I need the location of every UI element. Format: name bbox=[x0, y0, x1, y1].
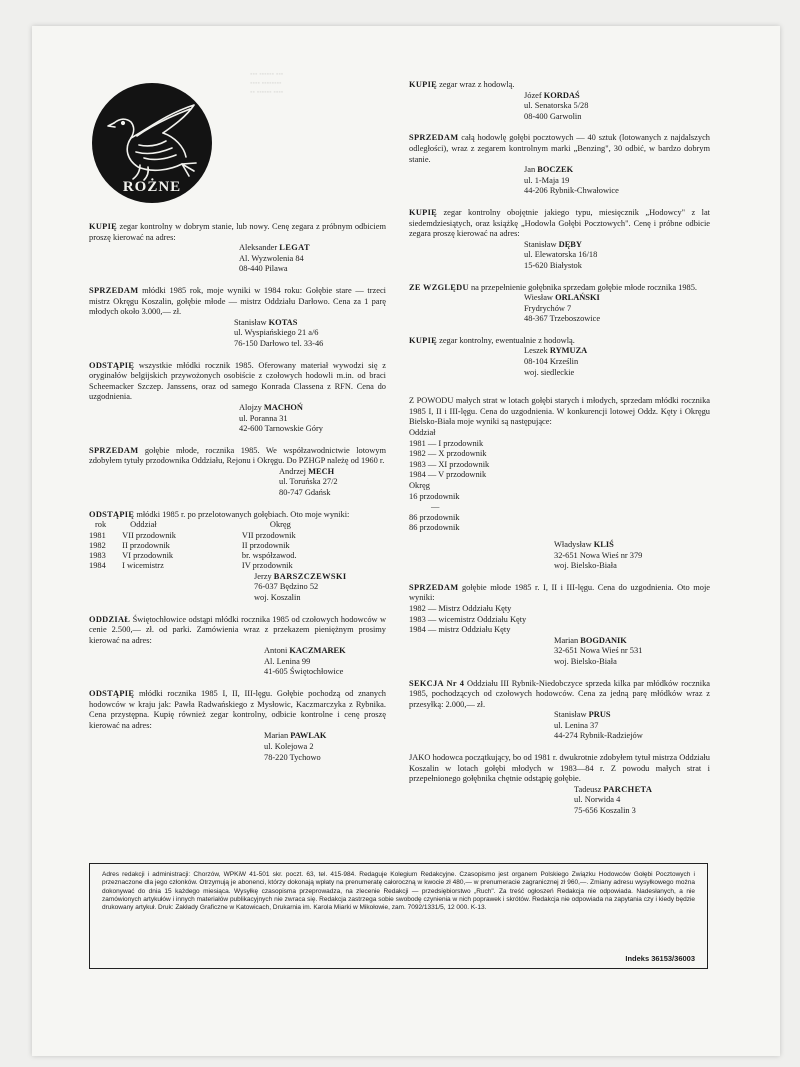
right-column bbox=[409, 80, 710, 828]
table-row: 1983 VI przodownik br. współzawod. bbox=[89, 551, 297, 561]
list-item: 1982 — Mistrz Oddziału Kęty bbox=[409, 603, 512, 613]
classified-ad bbox=[89, 286, 386, 350]
ad-name: Aleksander LEGAT bbox=[239, 243, 310, 253]
ad-city: 15-620 Białystok bbox=[524, 260, 582, 270]
ad-signature bbox=[554, 636, 710, 668]
ad-keyword: ODSTĄPIĘ bbox=[89, 689, 135, 699]
ad-keyword: KUPIĘ bbox=[409, 80, 438, 89]
ad-address: 32-651 Nowa Wieś nr 531 bbox=[554, 646, 643, 656]
ad-text: wszystkie młódki rocznik 1985. Oferowany materiał wywodzi się z oryginałów belgijskich przywożonych osobiście z czołowych hodowli m.in. od braci Scheemacker Szczep. Janssens, oraz od samego Konrada Classena z RFN. Cena do uzgodnienia. bbox=[89, 360, 386, 402]
header-okreg: Okręg bbox=[269, 520, 291, 530]
ad-city: 08-440 Pilawa bbox=[239, 264, 288, 274]
results-list bbox=[409, 604, 710, 636]
ad-keyword: KUPIĘ bbox=[89, 222, 118, 231]
ad-city: 44-206 Rybnik-Chwałowice bbox=[524, 186, 619, 196]
ad-name: Jan BOCZEK bbox=[524, 165, 574, 175]
ad-text: na przepełnienie gołębnika sprzedam gołębie młode rocznika 1985. bbox=[468, 282, 697, 292]
imprint-box bbox=[89, 863, 708, 969]
ad-city: 08-400 Garwolin bbox=[524, 111, 582, 121]
classified-ad bbox=[89, 361, 386, 435]
ad-text: gołębie młode, rocznika 1985. We współzawodnictwie lotowym zdobyłem tytuły przodownika Oddziału, Rejonu i Okręgu. Do PZHGP należę od 1960 r. bbox=[89, 445, 386, 466]
ad-name: Leszek RYMUZA bbox=[524, 346, 588, 356]
ad-name: Alojzy MACHOŃ bbox=[239, 402, 303, 412]
list-item: — bbox=[431, 502, 440, 512]
ad-text: całą hodowlę gołębi pocztowych — 40 sztuk (lotowanych z najdalszych odległości), wraz z zegarem kontrolnym marki „Benzing", 30 odbić, w bardzo dobrym stanie. bbox=[409, 133, 710, 164]
ad-address: 32-651 Nowa Wieś nr 379 bbox=[554, 550, 643, 560]
ad-city: woj. Bielsko-Biała bbox=[554, 561, 617, 571]
list-item: 1983 — XI przodownik bbox=[409, 459, 490, 469]
ad-city: 78-220 Tychowo bbox=[264, 752, 321, 762]
ad-address: ul. 1-Maja 19 bbox=[524, 175, 570, 185]
ad-city: woj. Koszalin bbox=[254, 592, 301, 602]
ad-text: zegar kontrolny, ewentualnie z hodowlą. bbox=[437, 335, 575, 345]
results-table bbox=[89, 520, 301, 571]
ad-city: 75-656 Koszalin 3 bbox=[574, 806, 636, 816]
ad-text: młódki rocznika 1985 I, II, III-lęgu. Gołębie pochodzą od znanych hodowców w kraju jak: Pawła Radwańskiego z Mysłowic, Kaczmarczyka z Rybnika. Cena przystępna. Kupię również zegar kontrolny, odbicie kontrolne i cenę proszę kierować na adres: bbox=[89, 689, 386, 730]
classified-ad bbox=[409, 283, 710, 325]
ad-signature bbox=[524, 346, 710, 378]
classified-ad bbox=[409, 133, 710, 197]
ad-keyword: SPRZEDAM bbox=[89, 285, 139, 295]
ad-text: zegar wraz z hodowlą. bbox=[437, 80, 515, 89]
ad-signature bbox=[279, 467, 386, 499]
ad-text: młódki 1985 rok, moje wyniki w 1984 roku: Gołębie stare — trzeci mistrz Okręgu Koszalin, gołębie młode — mistrz Oddziału Darłowo. Cena za 1 parę młodych około 3.000,— zł. bbox=[89, 285, 386, 317]
results-list bbox=[409, 428, 710, 534]
ad-city: 41-605 Świętochłowice bbox=[264, 667, 344, 677]
ad-signature bbox=[524, 240, 710, 272]
ad-address: ul. Wyspiańskiego 21 a/6 bbox=[234, 328, 319, 338]
ad-city: 76-150 Darłowo tel. 33-46 bbox=[234, 338, 324, 348]
classified-ad bbox=[409, 208, 710, 272]
list-item: Okręg bbox=[409, 481, 430, 490]
table-row: 1981 VII przodownik VII przodownik bbox=[89, 530, 296, 540]
ad-signature bbox=[524, 165, 710, 197]
ad-signature bbox=[524, 293, 710, 325]
ad-keyword: ZE WZGLĘDU bbox=[409, 282, 469, 292]
ad-address: 76-037 Będzino 52 bbox=[254, 582, 319, 592]
list-item: 86 przodownik bbox=[409, 523, 460, 533]
ad-signature bbox=[264, 731, 386, 763]
classified-ad bbox=[409, 679, 710, 743]
ad-city: woj. siedleckie bbox=[524, 367, 575, 377]
ad-signature bbox=[234, 318, 386, 350]
ad-address: ul. Lenina 37 bbox=[554, 720, 599, 730]
ad-name: Marian BOGDANIK bbox=[554, 635, 627, 645]
ad-name: Władysław KLIŚ bbox=[554, 539, 614, 549]
classified-ad bbox=[409, 753, 710, 817]
list-item: 1984 — mistrz Oddziału Kęty bbox=[409, 625, 511, 635]
ad-address: Al. Wyzwolenia 84 bbox=[239, 253, 304, 263]
ad-keyword: ODSTĄPIĘ bbox=[89, 509, 135, 519]
list-item: 1983 — wicemistrz Oddziału Kęty bbox=[409, 614, 527, 624]
classified-ad bbox=[89, 222, 386, 275]
ad-signature bbox=[239, 403, 386, 435]
table-row: 1982 II przodownik II przodownik bbox=[89, 540, 290, 550]
ad-name: Stanisław PRUS bbox=[554, 710, 611, 720]
ad-address: ul. Kolejowa 2 bbox=[264, 742, 314, 752]
ad-text: zegar kontrolny obojętnie jakiego typu, miesięcznik „Hodowcy" z lat siedemdziesiątych, oraz książkę „Hodowla Gołębi Pocztowych". Cenę i próbne odbicie zegara proszę kierować na adres: bbox=[409, 207, 710, 239]
ad-text: Oddziału III Rybnik-Niedobczyce sprzeda kilka par młódków rocznika 1985, pochodzących od czołowych hodowców. Cena za jedną parę młódków wraz z przesyłką: 2.000,— zł. bbox=[409, 678, 710, 709]
ad-address: ul. Senatorska 5/28 bbox=[524, 101, 589, 111]
ad-name: Stanisław DĘBY bbox=[524, 239, 582, 249]
ad-keyword: KUPIĘ bbox=[409, 335, 438, 345]
ad-name: Wiesław ORLAŃSKI bbox=[524, 293, 600, 303]
ad-signature bbox=[254, 572, 386, 604]
ad-name: Marian PAWLAK bbox=[264, 731, 327, 741]
ad-city: woj. Bielsko-Biała bbox=[554, 656, 617, 666]
ad-keyword: SEKCJA Nr 4 bbox=[409, 678, 465, 688]
ad-signature bbox=[264, 646, 386, 678]
index-number: Indeks 36153/36003 bbox=[625, 953, 695, 963]
ad-city: 42-600 Tarnowskie Góry bbox=[239, 424, 323, 434]
ad-city: 48-367 Trzeboszowice bbox=[524, 314, 601, 324]
ad-name: Andrzej MECH bbox=[279, 466, 335, 476]
ad-city: 80-747 Gdańsk bbox=[279, 488, 331, 498]
header-oddzial: Oddział bbox=[130, 520, 157, 530]
list-item: 16 przodownik bbox=[409, 491, 460, 501]
list-item: 86 przodownik bbox=[409, 512, 460, 522]
classified-ad bbox=[89, 689, 386, 763]
header-year: rok bbox=[95, 520, 107, 530]
classified-ad bbox=[89, 615, 386, 679]
classified-ad bbox=[409, 80, 710, 122]
ad-address: Frydrychów 7 bbox=[524, 303, 572, 313]
ad-address: Al. Lenina 99 bbox=[264, 656, 311, 666]
list-item: 1982 — X przodownik bbox=[409, 449, 487, 459]
ad-keyword: SPRZEDAM bbox=[89, 445, 139, 455]
ad-keyword: KUPIĘ bbox=[409, 207, 438, 217]
imprint-text: Adres redakcji i administracji: Chorzów, WPKiW 41-501 skr. poczt. 63, tel. 415-984. Redaguje Kolegium Redakcyjne. Czasopismo jest organem Polskiego Związku Hodowców Gołębi Pocztowych i przeznaczone dla jego członków. Otrzymują je abonenci, którzy dokonają wpłaty na prenumeratę całoroczną w kwocie zł 480,— w prenumeracie zagranicznej zł 960,—. Zmiany adresu wysyłkowego można dokonywać do dnia 15 każdego miesiąca. Wysyłkę czasopisma przeprowadza, na zlecenie Redakcji — przedsiębiorstwo „Ruch". Za treść ogłoszeń Redakcja nie odpowiada. Nadesłanych, a nie zamówionych artykułów i innych materiałów publikacyjnych nie zwraca się. Redakcja zastrzega sobie swobodę czynienia w nich poprawek i skrótów. Redakcja nie odpowiada na zapytania czy i kiedy będzie drukowany artykuł. Druk: Zakłady Graficzne w Katowicach, Drukarnia im. Karola Miarki w Mikołowie, zam. 7092/1331/5, 12 000. K-13. bbox=[102, 871, 695, 912]
ad-address: ul. Elewatorska 16/18 bbox=[524, 250, 598, 260]
list-item: 1984 — V przodownik bbox=[409, 470, 487, 480]
ad-signature bbox=[554, 540, 710, 572]
ad-signature bbox=[239, 243, 386, 275]
classified-ad bbox=[409, 583, 710, 668]
logo-label: ROŻNE bbox=[122, 179, 182, 195]
ad-name: Tadeusz PARCHETA bbox=[574, 784, 653, 794]
classified-ad bbox=[409, 336, 710, 378]
ad-keyword: SPRZEDAM bbox=[409, 133, 459, 143]
ad-address: ul. Poranna 31 bbox=[239, 413, 288, 423]
bleed-through-text: ▪▪▪ ▪▪▪▪▪▪ ▪▪▪ ▪▪▪▪ ▪▪▪▪▪▪▪▪ ▪▪ ▪▪▪▪▪▪ ▪▪▪▪ bbox=[250, 70, 284, 96]
classified-ad-list bbox=[409, 396, 710, 572]
ad-text: zegar kontrolny w dobrym stanie, lub nowy. Cenę zegara z próbnym odbiciem proszę kierować na adres: bbox=[89, 222, 386, 242]
table-header bbox=[89, 520, 301, 530]
ad-text: JAKO hodowca początkujący, bo od 1981 r. dwukrotnie zdobyłem tytuł mistrza Oddziału Koszalin w lotach gołębi młodych w 1983—84 r. Z powodu małych strat i przepełnionego gołębnika chętnie odstąpię gołębie. bbox=[409, 753, 710, 784]
ad-text: Z POWODU małych strat w lotach gołębi starych i młodych, sprzedam młódki rocznika 1985 I, II i III-lęgu. Cena do uzgodnienia. W konkurencji lotowej Oddz. Kęty i Okręgu Bielsko-Biała moje wyniki są następujące: bbox=[409, 396, 710, 427]
ad-text: młódki 1985 r. po przelotowanych gołębiach. Oto moje wyniki: bbox=[134, 509, 350, 519]
ad-name: Jerzy BARSZCZEWSKI bbox=[254, 571, 347, 581]
ad-keyword: ODSTĄPIĘ bbox=[89, 360, 135, 370]
ad-signature bbox=[574, 785, 710, 817]
ad-signature bbox=[524, 91, 710, 123]
ad-address: ul. Toruńska 27/2 bbox=[279, 477, 338, 487]
table-row: 1984 I wicemistrz IV przodownik bbox=[89, 561, 293, 571]
ad-city: 44-274 Rybnik-Radziejów bbox=[554, 731, 643, 741]
rozne-logo bbox=[90, 81, 214, 205]
dove-icon bbox=[90, 81, 214, 205]
ad-keyword: ODDZIAŁ bbox=[89, 614, 131, 624]
ad-text: gołębie młode 1985 r. I, II i III-lęgu. Cena do uzgodnienia. Oto moje wyniki: bbox=[409, 582, 710, 603]
ad-keyword: SPRZEDAM bbox=[409, 582, 459, 592]
ad-text: Świętochłowice odstąpi młódki rocznika 1985 od czołowych hodowców w cenie 2.500,— zł. od parki. Zamówienia wraz z przekazem pieniężnym prosimy kierować na adres: bbox=[89, 614, 386, 645]
classified-ad bbox=[89, 446, 386, 499]
ad-name: Józef KORDAŚ bbox=[524, 90, 580, 100]
ad-name: Stanisław KOTAS bbox=[234, 317, 298, 327]
left-column bbox=[89, 222, 386, 774]
list-item: 1981 — I przodownik bbox=[409, 438, 484, 448]
list-item: Oddział bbox=[409, 428, 436, 438]
ad-signature bbox=[554, 710, 710, 742]
classified-ad-table bbox=[89, 510, 386, 604]
ad-address: ul. Norwida 4 bbox=[574, 795, 621, 805]
ad-address: 08-104 Krześlin bbox=[524, 357, 579, 367]
ad-name: Antoni KACZMAREK bbox=[264, 646, 346, 656]
